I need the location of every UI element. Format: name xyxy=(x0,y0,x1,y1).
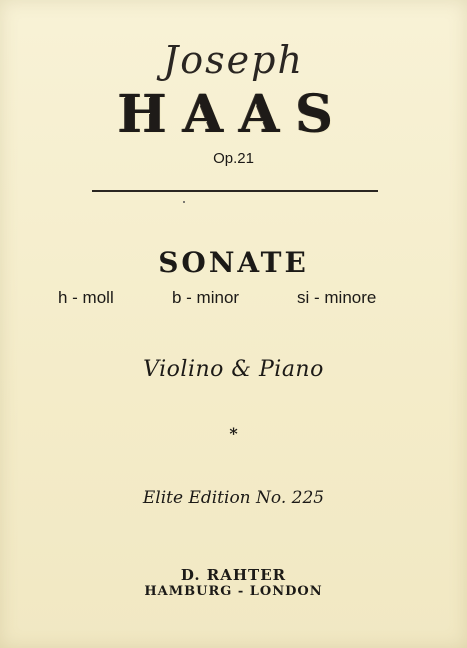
composer-first-name: Joseph xyxy=(163,38,304,82)
edition-number: Elite Edition No. 225 xyxy=(142,488,325,508)
ink-speck xyxy=(183,201,185,203)
key-german: h - moll xyxy=(58,288,114,307)
divider-rule xyxy=(92,190,378,192)
composer-last-name: HAAS xyxy=(117,84,350,145)
key-signatures xyxy=(0,288,467,312)
publisher-cities: HAMBURG - LONDON xyxy=(144,584,323,599)
instrumentation: Violino & Piano xyxy=(143,357,324,382)
publisher-name: D. RAHTER xyxy=(180,566,287,584)
key-italian: si - minore xyxy=(297,288,377,307)
key-english: b - minor xyxy=(172,288,240,307)
asterisk-ornament: * xyxy=(229,424,238,443)
work-title: SONATE xyxy=(158,246,309,279)
opus-number: Op.21 xyxy=(213,150,254,167)
